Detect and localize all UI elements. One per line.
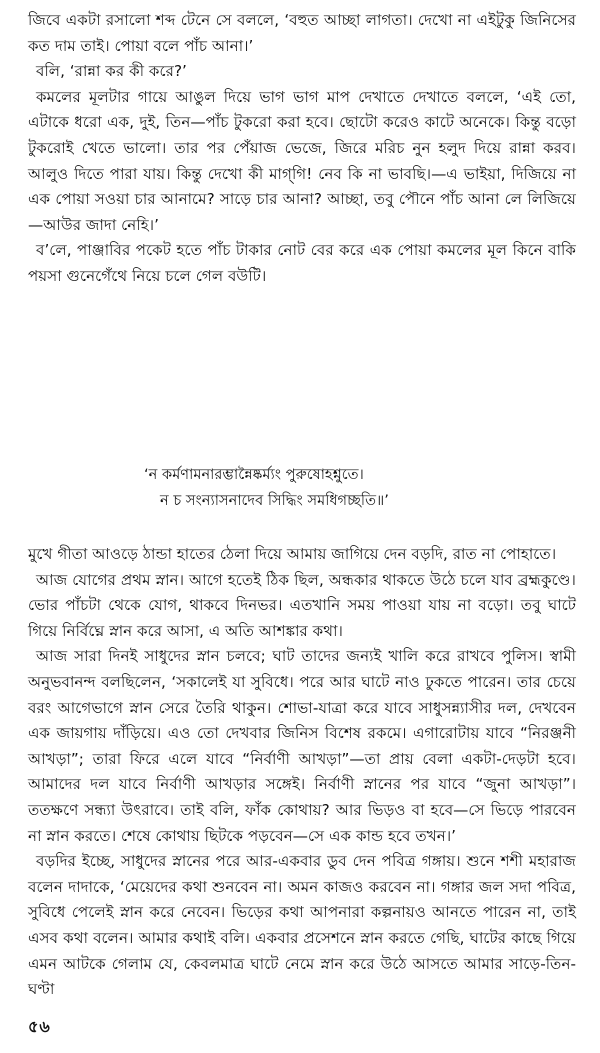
paragraph-first-bath: আজ যোগের প্রথম স্নান। আগে হতেই ঠিক ছিল, অন্ধকার থাকতে উঠে চলে যাব ব্রহ্মকুণ্ডে। ভোর পাঁচটা থেকে যোগ, থাকবে দিনভর। এতখানি সময় পাওয়া যায় না বড়ো। তবু ঘাটে গিয়ে নির্বিঘ্নে স্নান করে আসা, এ অতি আশঙ্কার কথা। [28,570,576,640]
paragraph-recipe: কমলের মূলটার গায়ে আঙুল দিয়ে ভাগ ভাগ মাপ দেখাতে দেখাতে বললে, ‘এই তো, এটাকে ধরো এক, দুই, তিন—পাঁচ টুকরো করা হবে। ছোটো করেও কাটে অনেকে। কিন্তু বড়ো টুকরোই খেতে ভালো। তার পর পেঁয়াজ ভেজে, জিরে মরিচ নুন হলুদ দিয়ে রান্না করব। আলুও দিতে পারা যায়। কিন্তু দেখো কী মাগ্‌গি! নেব কি না ভাবছি।—এ ভাইয়া, দিজিয়ে না এক পোয়া সওয়া চার আনামে? সাড়ে চার আনা? আচ্ছা, তবু পৌনে পাঁচ আনা লে লিজিয়ে—আউর জাদা নেহি।’ [28,87,576,234]
paragraph-sadhu-bath: আজ সারা দিনই সাধুদের স্নান চলবে; ঘাট তাদের জন্যই খালি করে রাখবে পুলিস। স্বামী অনুভবানন্দ বলছিলেন, ‘সকালেই যা সুবিধে। পরে আর ঘাটে নাও ঢুকতে পারেন। তার চেয়ে বরং আগেভাগে স্নান সেরে তৈরি থাকুন। শোভা-যাত্রা করে যাবে সাধুসন্ন্যাসীর দল, দেখবেন এক জায়গায় দাঁড়িয়ে। এও তো দেখবার জিনিস বিশেষ রকমে। এগারোটায় যাবে “নিরঞ্জনী আখড়া”; তারা ফিরে এলে যাবে “নির্বাণী আখড়া”—তা প্রায় বেলা একটা-দেড়টা হবে। আমাদের দল যাবে নির্বাণী আখড়ার সঙ্গেই। নির্বাণী স্নানের পর যাবে “জুনা আখড়া”। ততক্ষণে সন্ধ্যা উৎরাবে। তাই বলি, ফাঁক কোথায়? আর ভিড়ও বা হবে—সে ভিড়ে পারবেন না স্নান করতে। শেষে কোথায় ছিটকে পড়বেন—সে এক কান্ড হবে তখন।’ [28,647,576,845]
verse-line-1: ‘ন কর্মণামনারম্ভান্নৈষ্কর্ম্যং পুরুষোহশ্নুতে। [144,466,364,483]
paragraph-ganga-dip: বড়দির ইচ্ছে, সাধুদের স্নানের পরে আর-একবার ডুব দেন পবিত্র গঙ্গায়। শুনে শশী মহারাজ বলেন দাদাকে, ‘মেয়েদের কথা শুনবেন না। অমন কাজও করবেন না। গঙ্গার জল সদা পবিত্র, সুবিধে পেলেই স্নান করে নেবেন। ভিড়ের কথা আপনারা কল্পনায়ও আনতে পারেন না, তাই এসব কথা বলেন। আমার কথাই বলি। একবার প্রসেশনে স্নান করতে গেছি, ঘাটের কাছে গিয়ে এমন আটকে গেলাম যে, কেবলমাত্র ঘাটে নেমে স্নান করে উঠে আসতে আমার সাড়ে-তিন-ঘণ্টা [28,852,576,999]
paragraph-question: বলি, ‘রান্না কর কী করে?’ [36,62,187,81]
paragraph-waking: মুখে গীতা আওড়ে ঠান্ডা হাতের ঠেলা দিয়ে আমায় জাগিয়ে দেন বড়দি, রাত না পোহাতে। [28,545,557,563]
text-section-upper [28,8,576,290]
text-section-lower [28,542,576,1003]
page-number: ৫৬ [28,1017,51,1036]
verse-line-2: ন চ সংন্যাসনাদেব সিদ্ধিং সমধিগচ্ছতি॥’ [160,492,389,509]
gita-verse [0,462,600,514]
paragraph-dialogue-opening: জিবে একটা রসালো শব্দ টেনে সে বললে, ‘বহুত আচ্ছা লাগতা। দেখো না এইটুকু জিনিসের কত দাম তাই। পোয়া বলে পাঁচ আনা।’ [28,11,576,55]
paragraph-purchase: ব’লে, পাঞ্জাবির পকেট হতে পাঁচ টাকার নোট বের করে এক পোয়া কমলের মূল কিনে বাকি পয়সা গুনেগেঁথে নিয়ে চলে গেল বউটি। [28,241,576,285]
